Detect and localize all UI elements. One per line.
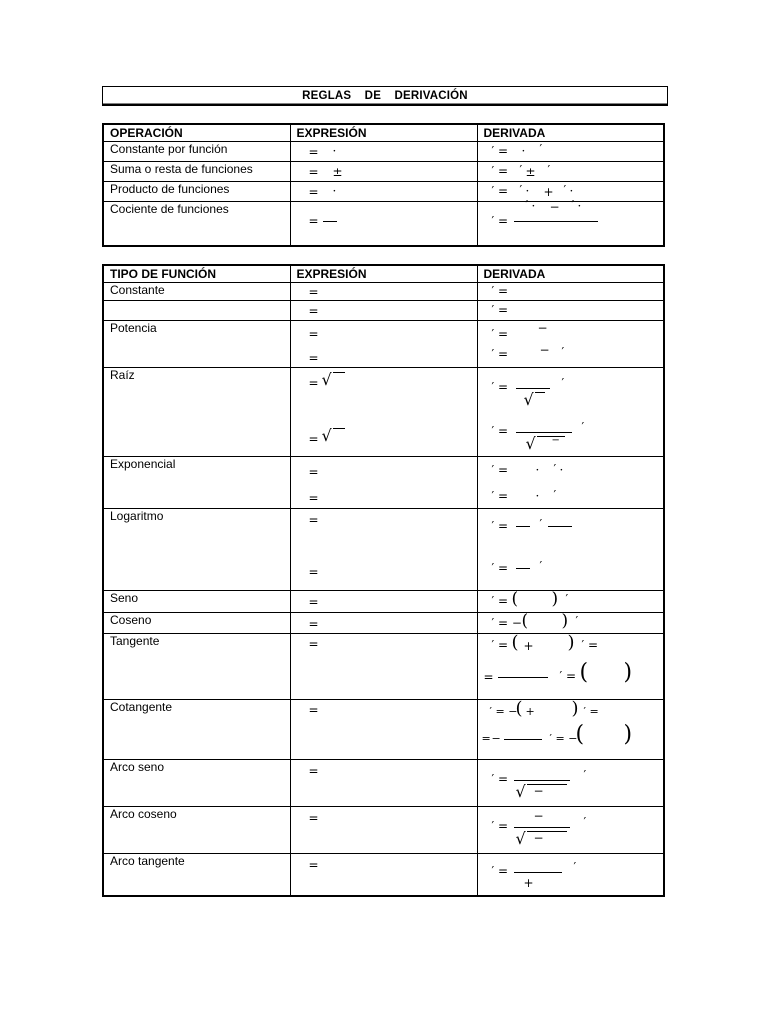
table-row — [103, 301, 664, 321]
multiply-dot: · — [535, 463, 540, 477]
prime-mark: ′ — [553, 488, 557, 502]
prime-mark: ′ — [573, 860, 577, 874]
equals-sign: = — [308, 764, 319, 778]
equals-sign: = — [308, 285, 319, 299]
expression-cell — [290, 457, 477, 509]
prime-mark: ′ — [547, 163, 551, 177]
prime-equals: ′ = — [491, 561, 509, 575]
row-label — [103, 301, 290, 321]
prime-equals: ′ = — [491, 864, 509, 878]
row-label: Cotangente — [103, 700, 290, 760]
row-label: Arco seno — [103, 760, 290, 807]
minus-sign: − — [533, 831, 544, 845]
row-label: Potencia — [103, 321, 290, 368]
expression-cell — [290, 634, 477, 700]
expression-cell — [290, 368, 477, 457]
multiply-dot: · — [559, 463, 564, 477]
row-label: Cociente de funciones — [103, 202, 290, 246]
prime-equals: ′ = — [491, 284, 509, 298]
prime-mark: ′ — [519, 183, 523, 197]
expression-cell — [290, 182, 477, 202]
prime-equals: ′ = — [491, 303, 509, 317]
plus-minus-sign: ± — [332, 165, 343, 179]
open-paren-icon: ( — [511, 632, 519, 653]
open-paren-icon: ( — [575, 722, 585, 747]
derivative-cell — [477, 182, 664, 202]
prime-equals: ′ = — [491, 424, 509, 438]
derivative-cell — [477, 321, 664, 368]
equals-sign: = — [308, 351, 319, 365]
multiply-dot: · — [332, 144, 337, 158]
fraction-bar — [514, 780, 570, 781]
prime-mark: ′ — [571, 198, 575, 212]
table-row — [103, 509, 664, 591]
table-row — [103, 368, 664, 457]
equals-sign: = — [308, 858, 319, 872]
prime-mark: ′ — [561, 345, 565, 359]
derivative-cell — [477, 634, 664, 700]
row-label: Coseno — [103, 613, 290, 634]
equals-sign: = — [308, 637, 319, 651]
row-label: Arco coseno — [103, 807, 290, 854]
prime-equals: ′ = — [491, 463, 509, 477]
table-row — [103, 162, 664, 182]
prime-equals: ′ = — [559, 669, 577, 683]
row-label: Suma o resta de funciones — [103, 162, 290, 182]
prime-mark: ′ — [581, 420, 585, 434]
row-label: Seno — [103, 591, 290, 613]
expression-cell — [290, 142, 477, 162]
expression-cell — [290, 591, 477, 613]
expression-cell — [290, 700, 477, 760]
sqrt-icon: √ — [523, 390, 534, 409]
row-label: Constante por función — [103, 142, 290, 162]
table-header-row — [103, 124, 664, 142]
prime-equals-minus: ′ = − — [491, 616, 522, 630]
equals-sign: = — [308, 811, 319, 825]
derivative-cell — [477, 162, 664, 182]
prime-mark: ′ — [525, 198, 529, 212]
prime-equals: ′ = — [491, 638, 509, 652]
table-row — [103, 321, 664, 368]
prime-equals: ′ = — [581, 638, 599, 652]
table-row — [103, 613, 664, 634]
close-paren-icon: ) — [623, 660, 633, 685]
open-paren-icon: ( — [579, 660, 589, 685]
column-header-derivada: DERIVADA — [477, 124, 664, 142]
close-paren-icon: ) — [567, 632, 575, 653]
expression-cell — [290, 283, 477, 301]
prime-mark: ′ — [575, 614, 579, 628]
row-label: Tangente — [103, 634, 290, 700]
expression-cell — [290, 509, 477, 591]
derivative-cell — [477, 457, 664, 509]
plus-sign: + — [523, 876, 534, 890]
fraction-bar — [516, 388, 550, 389]
derivative-cell — [477, 700, 664, 760]
multiply-dot: · — [521, 144, 526, 158]
plus-sign: + — [525, 705, 535, 718]
minus-sign: − — [549, 200, 560, 214]
prime-mark: ′ — [553, 462, 557, 476]
prime-equals: ′ = — [491, 772, 509, 786]
fraction-bar — [498, 677, 548, 678]
radical-bar — [537, 436, 565, 437]
sqrt-icon: √ — [321, 370, 332, 389]
prime-equals: ′ = — [491, 214, 509, 228]
minus-sign: − — [537, 321, 548, 335]
derivative-cell — [477, 301, 664, 321]
close-paren-icon: ) — [623, 722, 633, 747]
table-row — [103, 591, 664, 613]
prime-equals-minus: ′ = − — [489, 705, 518, 718]
multiply-dot: · — [535, 489, 540, 503]
column-header-expresion: EXPRESIÓN — [290, 124, 477, 142]
minus-sign: − — [533, 809, 544, 823]
plus-sign: + — [543, 185, 554, 199]
column-header-expresion: EXPRESIÓN — [290, 265, 477, 283]
row-label: Arco tangente — [103, 854, 290, 896]
prime-mark: ′ — [519, 163, 523, 177]
sqrt-icon: √ — [515, 782, 526, 801]
prime-equals: ′ = — [491, 489, 509, 503]
prime-equals: ′ = — [491, 380, 509, 394]
expression-cell — [290, 760, 477, 807]
derivative-cell — [477, 613, 664, 634]
functions-table — [102, 264, 665, 897]
table-row — [103, 142, 664, 162]
close-paren-icon: ) — [561, 611, 569, 631]
equals-sign: = — [308, 513, 319, 527]
table-row — [103, 807, 664, 854]
prime-equals: ′ = — [491, 327, 509, 341]
minus-sign: − — [539, 343, 550, 357]
prime-equals: ′ = — [491, 164, 509, 178]
equals-sign: = — [308, 145, 319, 159]
equals-sign: = — [308, 465, 319, 479]
derivative-cell — [477, 591, 664, 613]
derivative-cell — [477, 854, 664, 896]
prime-equals: ′ = — [491, 519, 509, 533]
table-row — [103, 854, 664, 896]
equals-sign: = — [481, 732, 491, 745]
prime-equals: ′ = — [491, 594, 509, 608]
derivative-cell — [477, 198, 664, 246]
derivative-cell — [477, 142, 664, 162]
prime-equals: ′ = — [583, 705, 599, 718]
row-label: Producto de funciones — [103, 182, 290, 202]
fraction-bar — [323, 221, 337, 222]
prime-equals: ′ = — [491, 819, 509, 833]
table-row — [103, 700, 664, 760]
radical-bar — [527, 784, 567, 785]
multiply-dot: · — [332, 184, 337, 198]
row-label: Constante — [103, 283, 290, 301]
fraction-bar — [548, 526, 572, 527]
equals-sign: = — [308, 304, 319, 318]
prime-mark: ′ — [565, 592, 569, 606]
multiply-dot: · — [577, 199, 582, 213]
multiply-dot: · — [531, 199, 536, 213]
close-paren-icon: ) — [551, 589, 559, 609]
table-header-row — [103, 265, 664, 283]
table-row — [103, 457, 664, 509]
prime-equals: ′ = — [491, 184, 509, 198]
table-row — [103, 202, 664, 246]
fraction-bar — [516, 526, 530, 527]
equals-sign: = — [308, 185, 319, 199]
equals-sign: = — [308, 703, 319, 717]
equals-sign: = — [308, 165, 319, 179]
equals-sign: = — [308, 327, 319, 341]
table-row — [103, 760, 664, 807]
multiply-dot: · — [569, 184, 574, 198]
sqrt-icon: √ — [321, 426, 332, 445]
minus-sign: − — [491, 732, 501, 745]
expression-cell — [290, 807, 477, 854]
radical-bar — [535, 392, 545, 393]
expression-cell — [290, 854, 477, 896]
fraction-bar — [514, 872, 562, 873]
column-header-tipo: TIPO DE FUNCIÓN — [103, 265, 290, 283]
derivative-cell — [477, 760, 664, 807]
radical-bar — [333, 428, 345, 429]
prime-mark: ′ — [583, 768, 587, 782]
page-title: REGLAS DE DERIVACIÓN — [102, 86, 668, 106]
column-header-operacion: OPERACIÓN — [103, 124, 290, 142]
minus-sign: − — [533, 784, 544, 798]
prime-equals: ′ = — [491, 144, 509, 158]
equals-sign: = — [308, 617, 319, 631]
equals-sign: = — [308, 491, 319, 505]
multiply-dot: · — [525, 184, 530, 198]
open-paren-icon: ( — [521, 611, 529, 631]
expression-cell — [290, 202, 477, 246]
table-row — [103, 283, 664, 301]
equals-sign: = — [308, 432, 319, 446]
fraction-bar — [516, 432, 572, 433]
prime-equals-minus: ′ = − — [549, 732, 578, 745]
prime-mark: ′ — [561, 376, 565, 390]
row-label: Raíz — [103, 368, 290, 457]
derivative-cell — [477, 283, 664, 301]
radical-bar — [333, 372, 345, 373]
equals-sign: = — [308, 214, 319, 228]
open-paren-icon: ( — [511, 589, 519, 609]
prime-mark: ′ — [539, 517, 543, 531]
fraction-bar — [504, 739, 542, 740]
close-paren-icon: ) — [571, 698, 579, 719]
minus-sign: − — [551, 435, 560, 446]
sqrt-icon: √ — [525, 434, 536, 453]
expression-cell — [290, 162, 477, 182]
equals-sign: = — [308, 376, 319, 390]
equals-sign: = — [308, 595, 319, 609]
row-label: Exponencial — [103, 457, 290, 509]
derivative-cell — [477, 368, 664, 457]
prime-mark: ′ — [583, 815, 587, 829]
fraction-bar — [514, 827, 570, 828]
expression-cell — [290, 613, 477, 634]
column-header-derivada: DERIVADA — [477, 265, 664, 283]
prime-mark: ′ — [539, 559, 543, 573]
prime-equals: ′ = — [491, 347, 509, 361]
prime-mark: ′ — [539, 142, 543, 156]
sqrt-icon: √ — [515, 829, 526, 848]
derivative-cell — [477, 509, 664, 591]
equals-sign: = — [308, 565, 319, 579]
operations-table — [102, 123, 665, 247]
equals-sign: = — [483, 670, 494, 684]
radical-bar — [527, 831, 567, 832]
expression-cell — [290, 321, 477, 368]
table-row — [103, 634, 664, 700]
row-label: Logaritmo — [103, 509, 290, 591]
open-paren-icon: ( — [515, 698, 523, 719]
plus-sign: + — [523, 639, 534, 653]
expression-cell — [290, 301, 477, 321]
fraction-bar — [514, 221, 598, 222]
prime-mark: ′ — [563, 183, 567, 197]
derivative-cell — [477, 807, 664, 854]
fraction-bar — [516, 568, 530, 569]
plus-minus-sign: ± — [525, 165, 536, 179]
